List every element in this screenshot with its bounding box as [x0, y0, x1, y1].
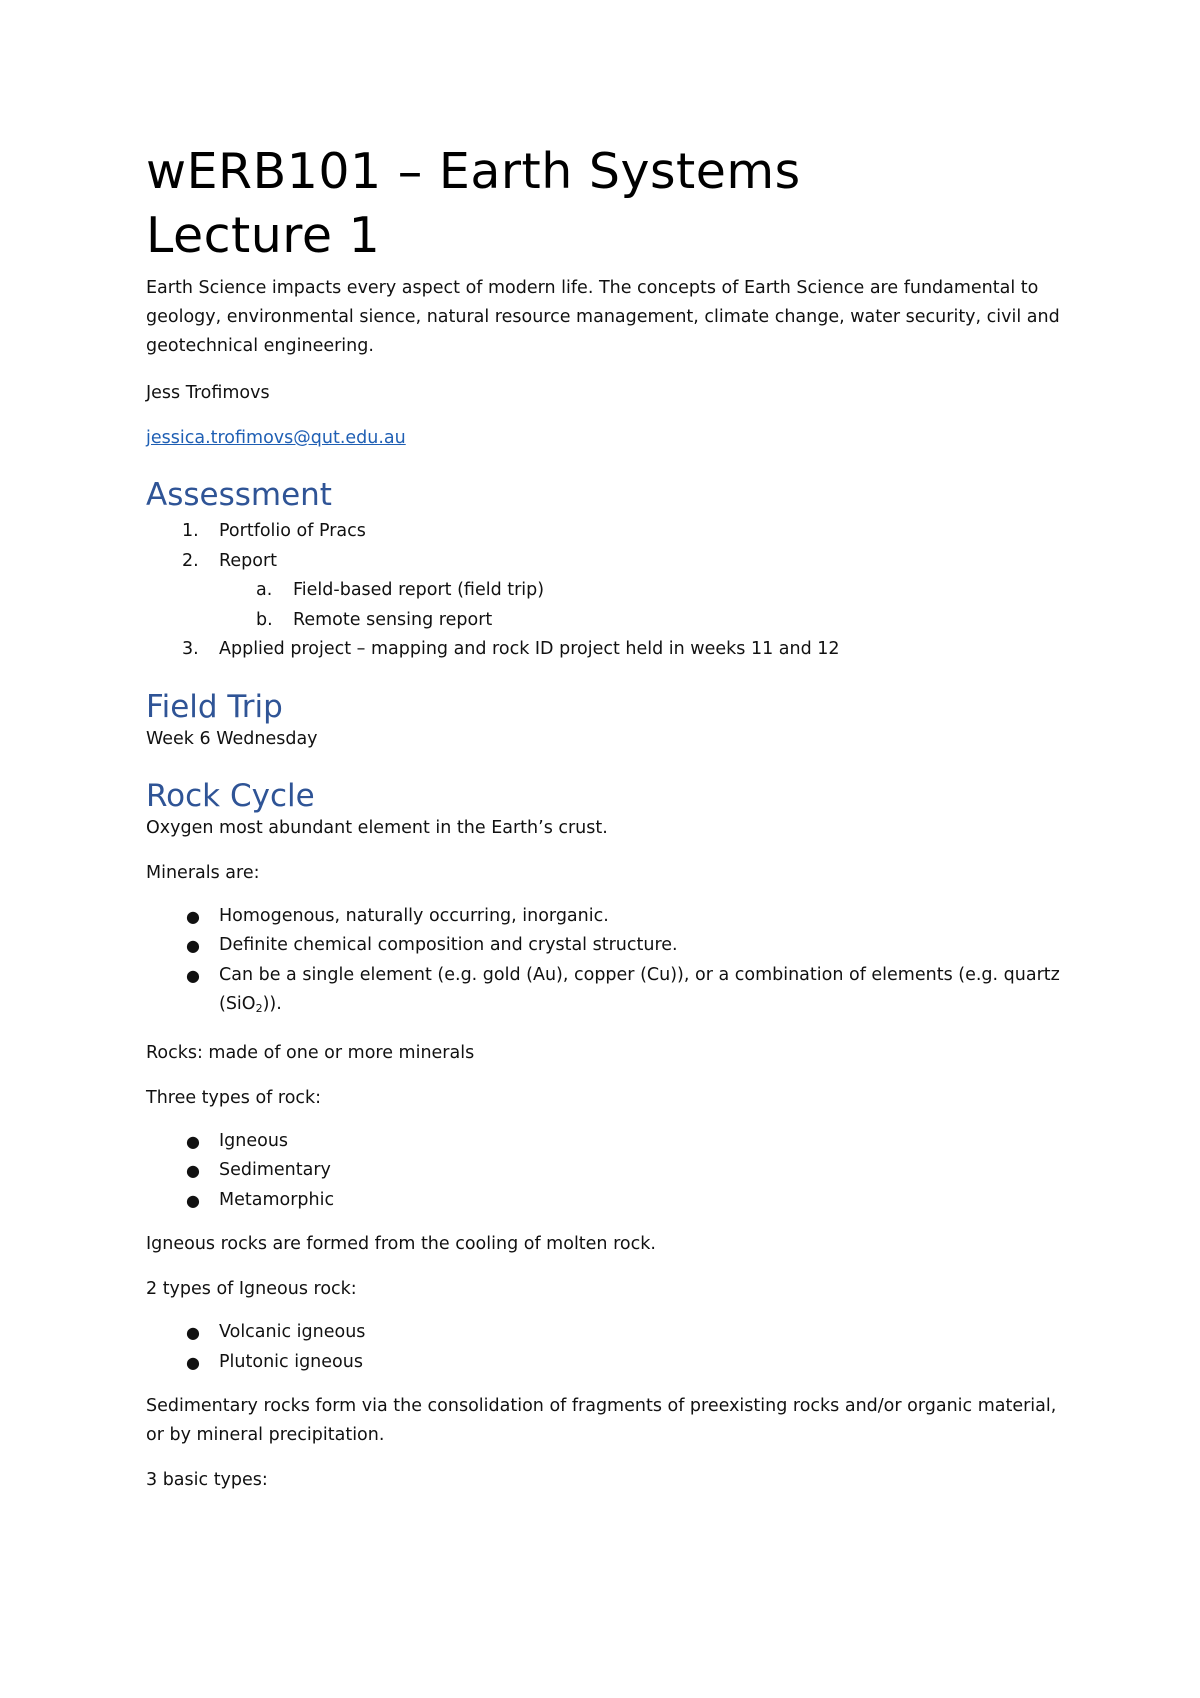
title-line-2: Lecture 1 — [146, 207, 381, 264]
list-item — [146, 902, 1066, 932]
bullet-icon: ● — [186, 1161, 200, 1180]
list-item-text: Portfolio of Pracs — [219, 521, 366, 541]
report-sublist — [219, 576, 1066, 635]
list-item-text: Field-based report (field trip) — [293, 580, 545, 600]
minerals-intro: Minerals are: — [146, 862, 260, 883]
list-item — [146, 635, 1066, 665]
subscript-2: 2 — [255, 1002, 263, 1015]
list-item-text: Report — [219, 550, 278, 571]
list-letter: a. — [256, 580, 273, 600]
list-item — [146, 1318, 1066, 1348]
field-trip-text: Week 6 Wednesday — [146, 728, 318, 749]
list-item — [146, 517, 1066, 547]
rock-types-list — [146, 1127, 1066, 1216]
list-item — [146, 1348, 1066, 1378]
bullet-icon: ● — [186, 1323, 200, 1342]
list-item-text: Remote sensing report — [293, 609, 493, 630]
basic-types-intro: 3 basic types: — [146, 1470, 268, 1490]
lecturer-email-link[interactable]: jessica.trofimovs@qut.edu.au — [146, 428, 406, 448]
title-line-1: wERB101 – Earth Systems — [146, 143, 801, 200]
oxygen-paragraph: Oxygen most abundant element in the Earth’s crust. — [146, 817, 608, 838]
intro-paragraph: Earth Science impacts every aspect of modern life. The concepts of Earth Science are fundamental to geology, environmental sience, natural resource management, climate change, water security, civil and geotechnical engineering. — [146, 278, 1060, 356]
minerals-list — [146, 902, 1066, 1024]
list-item — [146, 576, 1066, 606]
igneous-definition: Igneous rocks are formed from the cooling of molten rock. — [146, 1234, 656, 1254]
igneous-types-list — [146, 1318, 1066, 1377]
document-title — [146, 140, 1066, 268]
sedimentary-definition: Sedimentary rocks form via the consolidation of fragments of preexisting rocks and/or organic material, or by mineral precipitation. — [146, 1396, 1057, 1445]
list-item-text: Metamorphic — [219, 1189, 335, 1210]
lecturer-name: Jess Trofimovs — [146, 383, 270, 403]
list-item-text: Applied project – mapping and rock ID project held in weeks 11 and 12 — [219, 639, 840, 659]
list-item-text: Igneous — [219, 1130, 289, 1151]
assessment-list — [146, 517, 1066, 665]
bullet-icon: ● — [186, 936, 200, 955]
igneous-types-intro: 2 types of Igneous rock: — [146, 1279, 357, 1299]
list-item-text: Definite chemical composition and crystal structure. — [219, 935, 678, 955]
list-item — [146, 606, 1066, 636]
list-number: 3. — [182, 639, 199, 659]
list-item — [146, 931, 1066, 961]
rocks-definition: Rocks: made of one or more minerals — [146, 1042, 475, 1063]
three-types-intro: Three types of rock: — [146, 1087, 322, 1108]
list-item — [146, 961, 1066, 1024]
list-number: 2. — [182, 550, 199, 571]
bullet-icon: ● — [186, 1190, 200, 1210]
list-item-text — [219, 965, 1060, 1015]
assessment-heading: Assessment — [146, 477, 332, 513]
bullet-icon: ● — [186, 1131, 200, 1151]
list-item-text: Homogenous, naturally occurring, inorganic. — [219, 905, 609, 926]
bullet-icon: ● — [186, 906, 200, 926]
list-item — [146, 1156, 1066, 1186]
lecturer-email-paragraph — [146, 424, 1066, 453]
list-item — [146, 1127, 1066, 1157]
mineral-3-text: Can be a single element (e.g. gold (Au), copper (Cu)), or a combination of elements (e.g. quartz (SiO — [219, 964, 1060, 1014]
bullet-icon: ● — [186, 965, 200, 985]
rock-cycle-heading: Rock Cycle — [146, 777, 315, 814]
list-item — [146, 547, 1066, 636]
bullet-icon: ● — [186, 1352, 200, 1372]
list-item — [146, 1186, 1066, 1216]
list-item-text: Plutonic igneous — [219, 1351, 363, 1372]
list-letter: b. — [256, 609, 273, 630]
list-item-text: Sedimentary — [219, 1160, 331, 1180]
mineral-3-end: )). — [262, 994, 282, 1014]
field-trip-heading: Field Trip — [146, 688, 283, 725]
document-page — [146, 140, 1066, 1495]
list-item-text: Volcanic igneous — [219, 1322, 366, 1342]
list-number: 1. — [182, 521, 199, 541]
